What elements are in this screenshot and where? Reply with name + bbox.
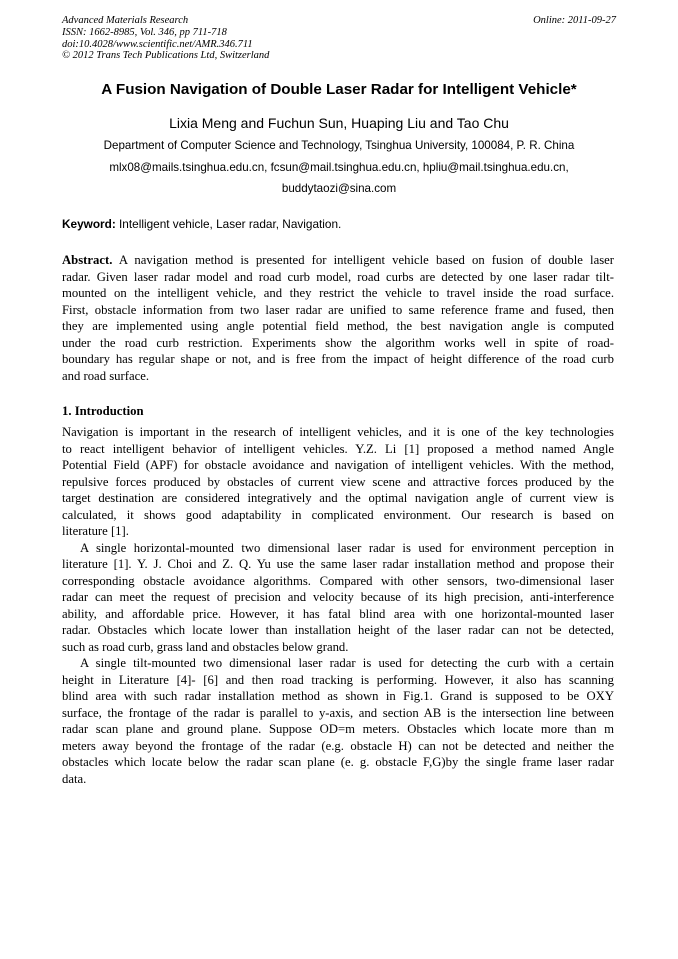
abstract-line: First, obstacle information from two laser radar are unified to same reference frame and fused, then: [62, 302, 614, 317]
abstract-line: boundary has regular shape or not, and is free from the impact of height difference of the road curb: [62, 352, 614, 366]
paragraph-line: to react intelligent behavior of intelligent vehicles. Y.Z. Li [1] proposed a method named Angle: [62, 441, 614, 456]
doi: doi:10.4028/www.scientific.net/AMR.346.711: [62, 38, 253, 50]
emails-line-2: buddytaozi@sina.com: [281, 182, 397, 195]
copyright: © 2012 Trans Tech Publications Ltd, Switzerland: [62, 50, 270, 62]
keywords-text: Intelligent vehicle, Laser radar, Navigation.: [115, 217, 342, 231]
paragraph-line: target destination are considered integratively and the optimal navigation angle of current view is: [62, 491, 614, 505]
paragraph-line: corresponding obstacle avoidance algorithms. Compared with other sensors, two-dimensional laser: [62, 573, 614, 588]
paragraph-line: data.: [62, 771, 87, 786]
paragraph-line: such as road curb, grass land and obstacles below grand.: [62, 639, 349, 654]
paragraph-line: radar scan plane and ground plane. Suppose OD=m meters. Obstacles which locate more than m: [62, 722, 614, 736]
paper-authors: Lixia Meng and Fuchun Sun, Huaping Liu and Tao Chu: [169, 115, 509, 131]
emails-line-1: mlx08@mails.tsinghua.edu.cn, fcsun@mail.tsinghua.edu.cn, hpliu@mail.tsinghua.edu.cn,: [109, 161, 569, 174]
paragraph-line: ability, and affordable price. However, it has fatal blind area with one horizontal-mounted laser: [62, 606, 614, 621]
paragraph-line: height in Literature [4]- [6] and then road tracking is performing. However, it also has scanning: [62, 672, 614, 687]
online-date: Online: 2011-09-27: [533, 15, 616, 26]
paragraph-line: meters away beyond the frontage of the radar (e.g. obstacle H) can not be detected and neither the: [62, 738, 614, 753]
paragraph-line: radar. Obstacles which locate lower than installation height of the laser radar can not be detected,: [62, 623, 614, 637]
section-heading-introduction: 1. Introduction: [62, 404, 144, 418]
abstract-line: mounted on the intelligent vehicle, and they restrict the vehicle to travel inside the road surface.: [62, 286, 614, 300]
paragraph-line: A single tilt-mounted two dimensional laser radar is used for detecting the curb with a certain: [80, 656, 614, 670]
affiliation: Department of Computer Science and Technology, Tsinghua University, 100084, P. R. China: [103, 139, 575, 152]
paragraph-line: radar can meet the request of precision and velocity because of its high precision, anti-interference: [62, 590, 614, 604]
intro-paragraph-1: [62, 424, 614, 787]
paragraph-line: Potential Field (APF) for obstacle avoidance and navigation of intelligent vehicles. With the method,: [62, 458, 614, 472]
abstract-line: Abstract. A navigation method is presented for intelligent vehicle based on fusion of double laser: [62, 253, 614, 267]
paragraph-line: repulsive forces produced by obstacles of current view scene and attractive forces produced by the: [62, 474, 614, 489]
abstract-line: and road surface.: [62, 368, 150, 383]
paragraph-line: surface, the frontage of the radar is parallel to y-axis, and section AB is the intersection line between: [62, 705, 614, 720]
paragraph-line: Navigation is important in the research of intelligent vehicles, and it is one of the key technologies: [62, 425, 614, 439]
keywords: [62, 217, 618, 232]
abstract: [62, 252, 614, 384]
paragraph-line: literature [1]. Y. J. Choi and Z. Q. Yu use the same laser radar installation method and propose their: [62, 557, 614, 571]
paper-title: A Fusion Navigation of Double Laser Radar for Intelligent Vehicle*: [101, 81, 577, 98]
paragraph-line: calculated, it shows good adaptability in complicated environment. Our research is based on: [62, 507, 614, 522]
keywords-label: Keyword:: [62, 217, 116, 231]
publication-header: [62, 15, 616, 62]
paragraph-line: A single horizontal-mounted two dimensional laser radar is used for environment perception in: [80, 540, 614, 555]
abstract-line: under the road curb restriction. Experiments show the algorithm works well in spite of road-: [62, 335, 614, 350]
issn-volume: ISSN: 1662-8985, Vol. 346, pp 711-718: [62, 26, 227, 38]
paragraph-line: obstacles which locate below the radar scan plane (e. g. obstacle F,G)by the single frame laser radar: [62, 755, 614, 769]
journal-name: Advanced Materials Research: [62, 15, 189, 26]
paragraph-line: literature [1].: [62, 524, 129, 538]
abstract-line: they are implemented using angle potential field method, the best navigation angle is computed: [62, 319, 614, 333]
paragraph-line: blind area with such radar installation method as shown in Fig.1. Grand is supposed to be OXY: [62, 689, 614, 703]
abstract-line: radar. Given laser radar model and road curb model, road curbs are detected by one laser radar tilt-: [62, 269, 614, 284]
abstract-label: Abstract.: [62, 253, 113, 267]
